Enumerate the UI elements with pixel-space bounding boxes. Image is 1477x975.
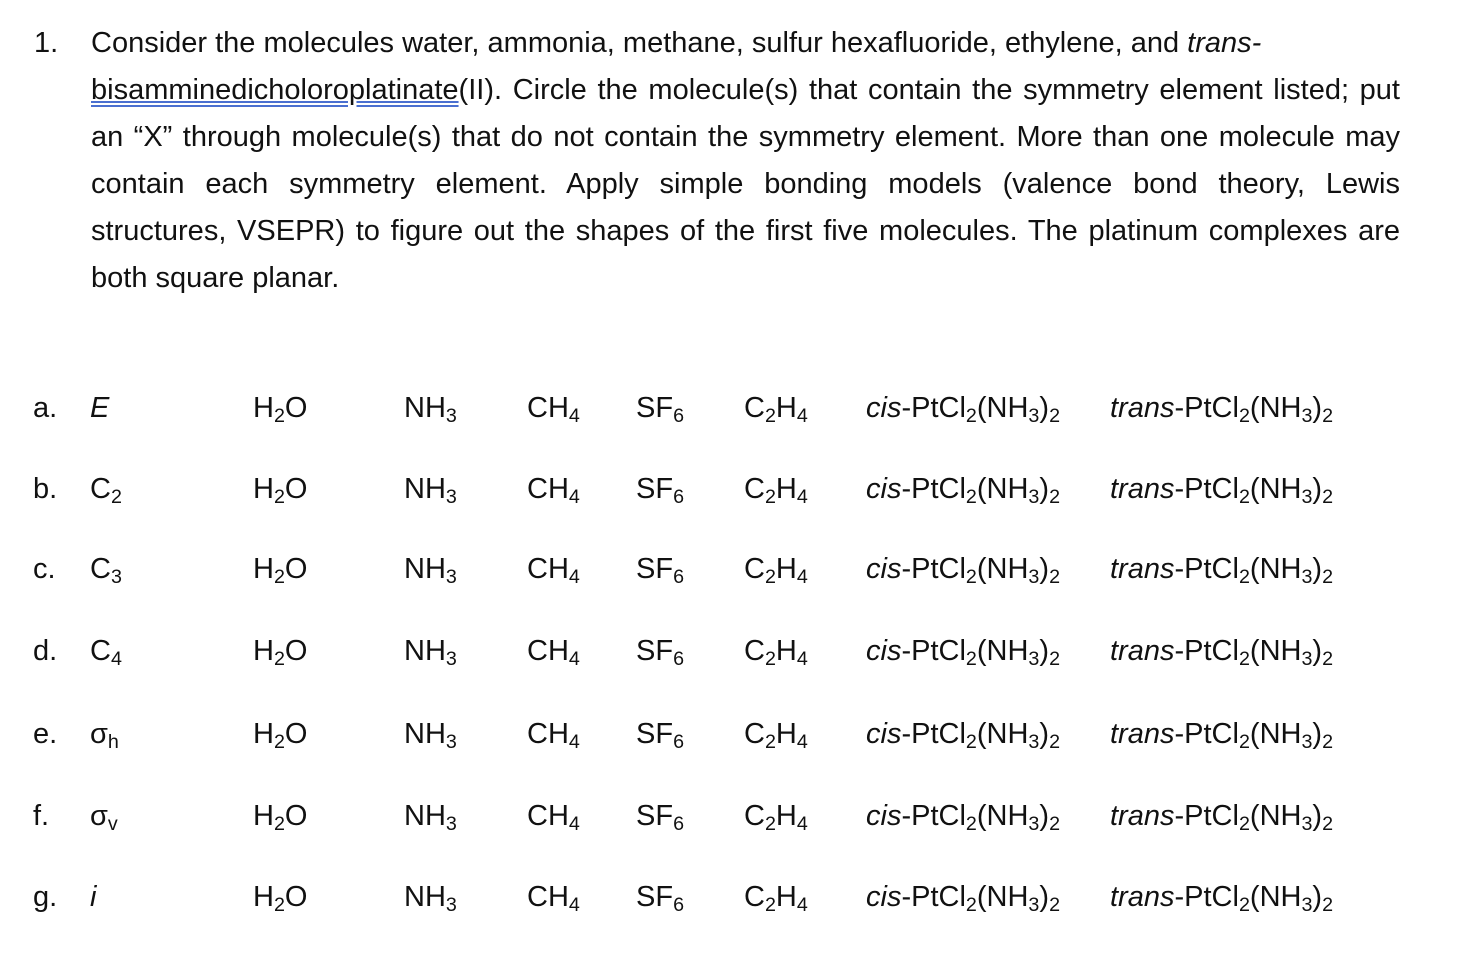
subscript: 3 (1028, 812, 1040, 835)
formula-part: (NH (1249, 718, 1302, 750)
molecule-sf6[interactable] (636, 473, 684, 506)
molecule-ch4[interactable] (527, 392, 580, 425)
subscript: 3 (1301, 893, 1313, 916)
formula-part: ) (1312, 881, 1323, 913)
formula-part: H (775, 800, 797, 832)
subscript: 3 (1028, 565, 1040, 588)
option-row-b (0, 473, 1477, 513)
formula-part: -PtCl (1174, 473, 1239, 505)
molecule-c2h4[interactable] (744, 718, 808, 751)
formula-part: C (744, 553, 765, 585)
subscript: 3 (445, 565, 457, 588)
subscript: 2 (1049, 812, 1061, 835)
formula-part: ) (1312, 392, 1323, 424)
symmetry-element (90, 473, 122, 506)
molecule-trans-ptcl2nh32[interactable] (1110, 800, 1333, 833)
molecule-h2o[interactable] (253, 473, 307, 506)
subscript: 3 (1301, 565, 1313, 588)
formula-part: C (744, 473, 765, 505)
subscript: 2 (764, 730, 776, 753)
row-letter: c. (33, 553, 56, 585)
molecule-cis-ptcl2nh32[interactable] (866, 473, 1060, 506)
formula-part: (NH (976, 718, 1029, 750)
molecule-cis-ptcl2nh32[interactable] (866, 392, 1060, 425)
molecule-ch4[interactable] (527, 635, 580, 668)
subscript: 6 (673, 647, 685, 670)
formula-part: -PtCl (901, 635, 966, 667)
option-row-c (0, 553, 1477, 593)
formula-part: trans (1110, 718, 1175, 750)
subscript: 2 (1322, 485, 1334, 508)
formula-part: O (284, 800, 308, 832)
molecule-sf6[interactable] (636, 881, 684, 914)
formula-part: -PtCl (901, 473, 966, 505)
formula-part: ) (1312, 635, 1323, 667)
formula-part: (NH (976, 392, 1029, 424)
subscript: 2 (965, 812, 977, 835)
subscript: h (107, 730, 119, 753)
molecule-nh3[interactable] (404, 718, 457, 751)
formula-part: H (775, 553, 797, 585)
molecule-nh3[interactable] (404, 473, 457, 506)
molecule-ch4[interactable] (527, 881, 580, 914)
symmetry-element (90, 881, 96, 914)
subscript: 3 (1301, 730, 1313, 753)
subscript: 3 (1028, 485, 1040, 508)
subscript: 2 (965, 565, 977, 588)
option-row-g (0, 881, 1477, 921)
formula-part: (NH (1249, 473, 1302, 505)
formula-part: (NH (1249, 881, 1302, 913)
subscript: 2 (1322, 730, 1334, 753)
subscript: 2 (1049, 730, 1061, 753)
subscript: 2 (1238, 485, 1250, 508)
subscript: 2 (965, 893, 977, 916)
formula-part: -PtCl (1174, 718, 1239, 750)
molecule-sf6[interactable] (636, 635, 684, 668)
molecule-c2h4[interactable] (744, 553, 808, 586)
molecule-cis-ptcl2nh32[interactable] (866, 553, 1060, 586)
molecule-sf6[interactable] (636, 718, 684, 751)
subscript: 4 (796, 647, 808, 670)
formula-part: trans (1110, 635, 1175, 667)
formula-part: O (284, 392, 308, 424)
molecule-cis-ptcl2nh32[interactable] (866, 718, 1060, 751)
subscript: v (107, 812, 118, 835)
molecule-ch4[interactable] (527, 800, 580, 833)
molecule-cis-ptcl2nh32[interactable] (866, 881, 1060, 914)
formula-part: H (253, 392, 274, 424)
subscript: 2 (273, 565, 285, 588)
formula-part: CH (527, 718, 569, 750)
symmetry-element (90, 718, 119, 751)
formula-part: cis (866, 718, 902, 750)
molecule-h2o[interactable] (253, 392, 307, 425)
formula-part: trans (1110, 881, 1175, 913)
subscript: 2 (1322, 565, 1334, 588)
subscript: 3 (1301, 485, 1313, 508)
formula-part: ) (1312, 800, 1323, 832)
formula-part: NH (404, 553, 446, 585)
row-letter: g. (33, 881, 58, 913)
question-1 (34, 20, 1400, 302)
subscript: 2 (273, 893, 285, 916)
formula-part: CH (527, 553, 569, 585)
compound-name-underlined: bisamminedicholoroplatinate (91, 74, 459, 106)
molecule-trans-ptcl2nh32[interactable] (1110, 718, 1333, 751)
subscript: 2 (1049, 647, 1061, 670)
formula-part: H (775, 392, 797, 424)
symmetry-element (90, 553, 122, 586)
molecule-ch4[interactable] (527, 553, 580, 586)
subscript: 3 (445, 730, 457, 753)
molecule-cis-ptcl2nh32[interactable] (866, 635, 1060, 668)
formula-part: cis (866, 800, 902, 832)
formula-part: (NH (1249, 392, 1302, 424)
formula-part: H (253, 718, 274, 750)
subscript: 4 (796, 893, 808, 916)
formula-part: H (775, 718, 797, 750)
formula-part: E (90, 392, 110, 424)
subscript: 2 (764, 485, 776, 508)
subscript: 4 (568, 812, 580, 835)
subscript: 2 (1049, 565, 1061, 588)
molecule-nh3[interactable] (404, 800, 457, 833)
formula-part: trans (1110, 800, 1175, 832)
formula-part: (NH (976, 553, 1029, 585)
formula-part: ) (1039, 718, 1050, 750)
row-letter: d. (33, 635, 58, 667)
subscript: 4 (796, 404, 808, 427)
symmetry-element (90, 800, 118, 833)
formula-part: H (775, 473, 797, 505)
subscript: 3 (1028, 893, 1040, 916)
formula-part: C (744, 881, 765, 913)
subscript: 2 (1238, 404, 1250, 427)
formula-part: C (90, 473, 111, 505)
formula-part: NH (404, 392, 446, 424)
molecule-nh3[interactable] (404, 635, 457, 668)
formula-part: CH (527, 800, 569, 832)
subscript: 2 (1238, 893, 1250, 916)
subscript: 2 (273, 485, 285, 508)
subscript: 4 (568, 404, 580, 427)
formula-part: (NH (976, 473, 1029, 505)
molecule-trans-ptcl2nh32[interactable] (1110, 635, 1333, 668)
formula-part: trans (1110, 392, 1175, 424)
subscript: 6 (673, 730, 685, 753)
formula-part: H (253, 881, 274, 913)
molecule-trans-ptcl2nh32[interactable] (1110, 881, 1333, 914)
subscript: 2 (764, 647, 776, 670)
formula-part: O (284, 553, 308, 585)
subscript: 4 (568, 893, 580, 916)
formula-part: (NH (1249, 635, 1302, 667)
formula-part: cis (866, 392, 902, 424)
formula-part: ) (1312, 718, 1323, 750)
molecule-c2h4[interactable] (744, 800, 808, 833)
formula-part: trans (1110, 473, 1175, 505)
formula-part: CH (527, 392, 569, 424)
formula-part: H (253, 473, 274, 505)
formula-part: -PtCl (1174, 635, 1239, 667)
formula-part: SF (636, 392, 674, 424)
formula-part: NH (404, 881, 446, 913)
subscript: 3 (1028, 647, 1040, 670)
molecule-c2h4[interactable] (744, 635, 808, 668)
subscript: 2 (273, 404, 285, 427)
formula-part: C (90, 635, 111, 667)
formula-part: SF (636, 718, 674, 750)
subscript: 6 (673, 812, 685, 835)
formula-part: CH (527, 881, 569, 913)
formula-part: cis (866, 635, 902, 667)
subscript: 4 (568, 485, 580, 508)
subscript: 2 (764, 404, 776, 427)
subscript: 2 (1322, 404, 1334, 427)
subscript: 6 (673, 565, 685, 588)
subscript: 4 (796, 730, 808, 753)
molecule-h2o[interactable] (253, 718, 307, 751)
formula-part: (NH (1249, 800, 1302, 832)
molecule-sf6[interactable] (636, 392, 684, 425)
molecule-sf6[interactable] (636, 800, 684, 833)
subscript: 2 (273, 812, 285, 835)
formula-part: CH (527, 473, 569, 505)
option-row-d (0, 635, 1477, 675)
formula-part: ) (1039, 553, 1050, 585)
formula-part: C (744, 800, 765, 832)
subscript: 2 (1049, 893, 1061, 916)
subscript: 2 (1238, 812, 1250, 835)
subscript: 2 (965, 647, 977, 670)
molecule-sf6[interactable] (636, 553, 684, 586)
option-row-e (0, 718, 1477, 758)
molecule-nh3[interactable] (404, 881, 457, 914)
formula-part: SF (636, 553, 674, 585)
formula-part: C (744, 718, 765, 750)
subscript: 3 (445, 485, 457, 508)
subscript: 2 (764, 893, 776, 916)
row-letter: b. (33, 473, 58, 505)
molecule-ch4[interactable] (527, 718, 580, 751)
formula-part: H (775, 881, 797, 913)
subscript: 4 (110, 647, 122, 670)
subscript: 4 (796, 812, 808, 835)
molecule-trans-ptcl2nh32[interactable] (1110, 392, 1333, 425)
formula-part: NH (404, 800, 446, 832)
subscript: 3 (110, 565, 122, 588)
formula-part: ) (1039, 392, 1050, 424)
molecule-h2o[interactable] (253, 800, 307, 833)
formula-part: O (284, 718, 308, 750)
row-letter: a. (33, 392, 58, 424)
symmetry-element (90, 635, 122, 668)
formula-part: ) (1039, 473, 1050, 505)
subscript: 2 (1049, 404, 1061, 427)
question-text-italic: trans- (1187, 27, 1262, 59)
formula-part: C (90, 553, 111, 585)
formula-part: i (90, 881, 97, 913)
formula-part: -PtCl (1174, 800, 1239, 832)
option-row-f (0, 800, 1477, 840)
molecule-trans-ptcl2nh32[interactable] (1110, 553, 1333, 586)
question-text-rest: (II). Circle the molecule(s) that contain the symmetry element listed; put an “X” through molecule(s) that do not contain the symmetry element. More than one molecule may contain each symmetry element. Apply simple bonding models (valence bond theory, Lewis structures, VSEPR) to figure out the shapes of the first five molecules. The platinum complexes are both square planar. (91, 74, 1400, 294)
molecule-nh3[interactable] (404, 553, 457, 586)
subscript: 2 (273, 730, 285, 753)
formula-part: NH (404, 473, 446, 505)
formula-part: SF (636, 473, 674, 505)
formula-part: O (284, 635, 308, 667)
question-text-part: Consider the molecules water, ammonia, methane, sulfur hexafluoride, ethylene, and (91, 27, 1188, 59)
formula-part: -PtCl (901, 881, 966, 913)
formula-part: σ (90, 718, 108, 750)
formula-part: SF (636, 881, 674, 913)
formula-part: (NH (976, 635, 1029, 667)
subscript: 4 (568, 730, 580, 753)
formula-part: H (253, 553, 274, 585)
formula-part: -PtCl (1174, 881, 1239, 913)
subscript: 2 (1238, 647, 1250, 670)
subscript: 4 (568, 647, 580, 670)
molecule-cis-ptcl2nh32[interactable] (866, 800, 1060, 833)
formula-part: σ (90, 800, 108, 832)
option-row-a (0, 392, 1477, 432)
formula-part: NH (404, 635, 446, 667)
formula-part: (NH (1249, 553, 1302, 585)
formula-part: -PtCl (901, 718, 966, 750)
subscript: 2 (1238, 565, 1250, 588)
subscript: 2 (764, 565, 776, 588)
formula-part: -PtCl (901, 392, 966, 424)
subscript: 3 (445, 893, 457, 916)
molecule-c2h4[interactable] (744, 392, 808, 425)
formula-part: cis (866, 553, 902, 585)
formula-part: C (744, 635, 765, 667)
subscript: 3 (1301, 647, 1313, 670)
subscript: 2 (1322, 893, 1334, 916)
subscript: 6 (673, 404, 685, 427)
formula-part: O (284, 881, 308, 913)
formula-part: -PtCl (901, 553, 966, 585)
subscript: 3 (1028, 730, 1040, 753)
formula-part: cis (866, 473, 902, 505)
formula-part: NH (404, 718, 446, 750)
subscript: 2 (110, 485, 122, 508)
subscript: 6 (673, 893, 685, 916)
formula-part: ) (1039, 800, 1050, 832)
subscript: 2 (1322, 812, 1334, 835)
subscript: 4 (796, 565, 808, 588)
formula-part: SF (636, 635, 674, 667)
question-text (91, 20, 1400, 302)
subscript: 3 (1301, 812, 1313, 835)
molecule-trans-ptcl2nh32[interactable] (1110, 473, 1333, 506)
subscript: 3 (445, 812, 457, 835)
subscript: 3 (1301, 404, 1313, 427)
subscript: 3 (1028, 404, 1040, 427)
subscript: 3 (445, 647, 457, 670)
formula-part: CH (527, 635, 569, 667)
formula-part: ) (1039, 635, 1050, 667)
molecule-ch4[interactable] (527, 473, 580, 506)
formula-part: ) (1312, 553, 1323, 585)
subscript: 2 (764, 812, 776, 835)
formula-part: H (253, 800, 274, 832)
molecule-nh3[interactable] (404, 392, 457, 425)
subscript: 2 (273, 647, 285, 670)
formula-part: -PtCl (1174, 392, 1239, 424)
molecule-h2o[interactable] (253, 553, 307, 586)
subscript: 2 (965, 404, 977, 427)
molecule-h2o[interactable] (253, 635, 307, 668)
subscript: 4 (796, 485, 808, 508)
subscript: 2 (1049, 485, 1061, 508)
formula-part: ) (1039, 881, 1050, 913)
formula-part: trans (1110, 553, 1175, 585)
formula-part: SF (636, 800, 674, 832)
subscript: 2 (1322, 647, 1334, 670)
subscript: 6 (673, 485, 685, 508)
formula-part: O (284, 473, 308, 505)
formula-part: ) (1312, 473, 1323, 505)
molecule-c2h4[interactable] (744, 881, 808, 914)
subscript: 3 (445, 404, 457, 427)
symmetry-element (90, 392, 109, 425)
formula-part: (NH (976, 800, 1029, 832)
subscript: 2 (1238, 730, 1250, 753)
formula-part: cis (866, 881, 902, 913)
molecule-h2o[interactable] (253, 881, 307, 914)
molecule-c2h4[interactable] (744, 473, 808, 506)
formula-part: -PtCl (1174, 553, 1239, 585)
formula-part: H (253, 635, 274, 667)
formula-part: -PtCl (901, 800, 966, 832)
subscript: 4 (568, 565, 580, 588)
formula-part: C (744, 392, 765, 424)
row-letter: f. (33, 800, 50, 832)
formula-part: H (775, 635, 797, 667)
row-letter: e. (33, 718, 58, 750)
question-number: 1. (34, 27, 59, 59)
subscript: 2 (965, 485, 977, 508)
subscript: 2 (965, 730, 977, 753)
formula-part: (NH (976, 881, 1029, 913)
